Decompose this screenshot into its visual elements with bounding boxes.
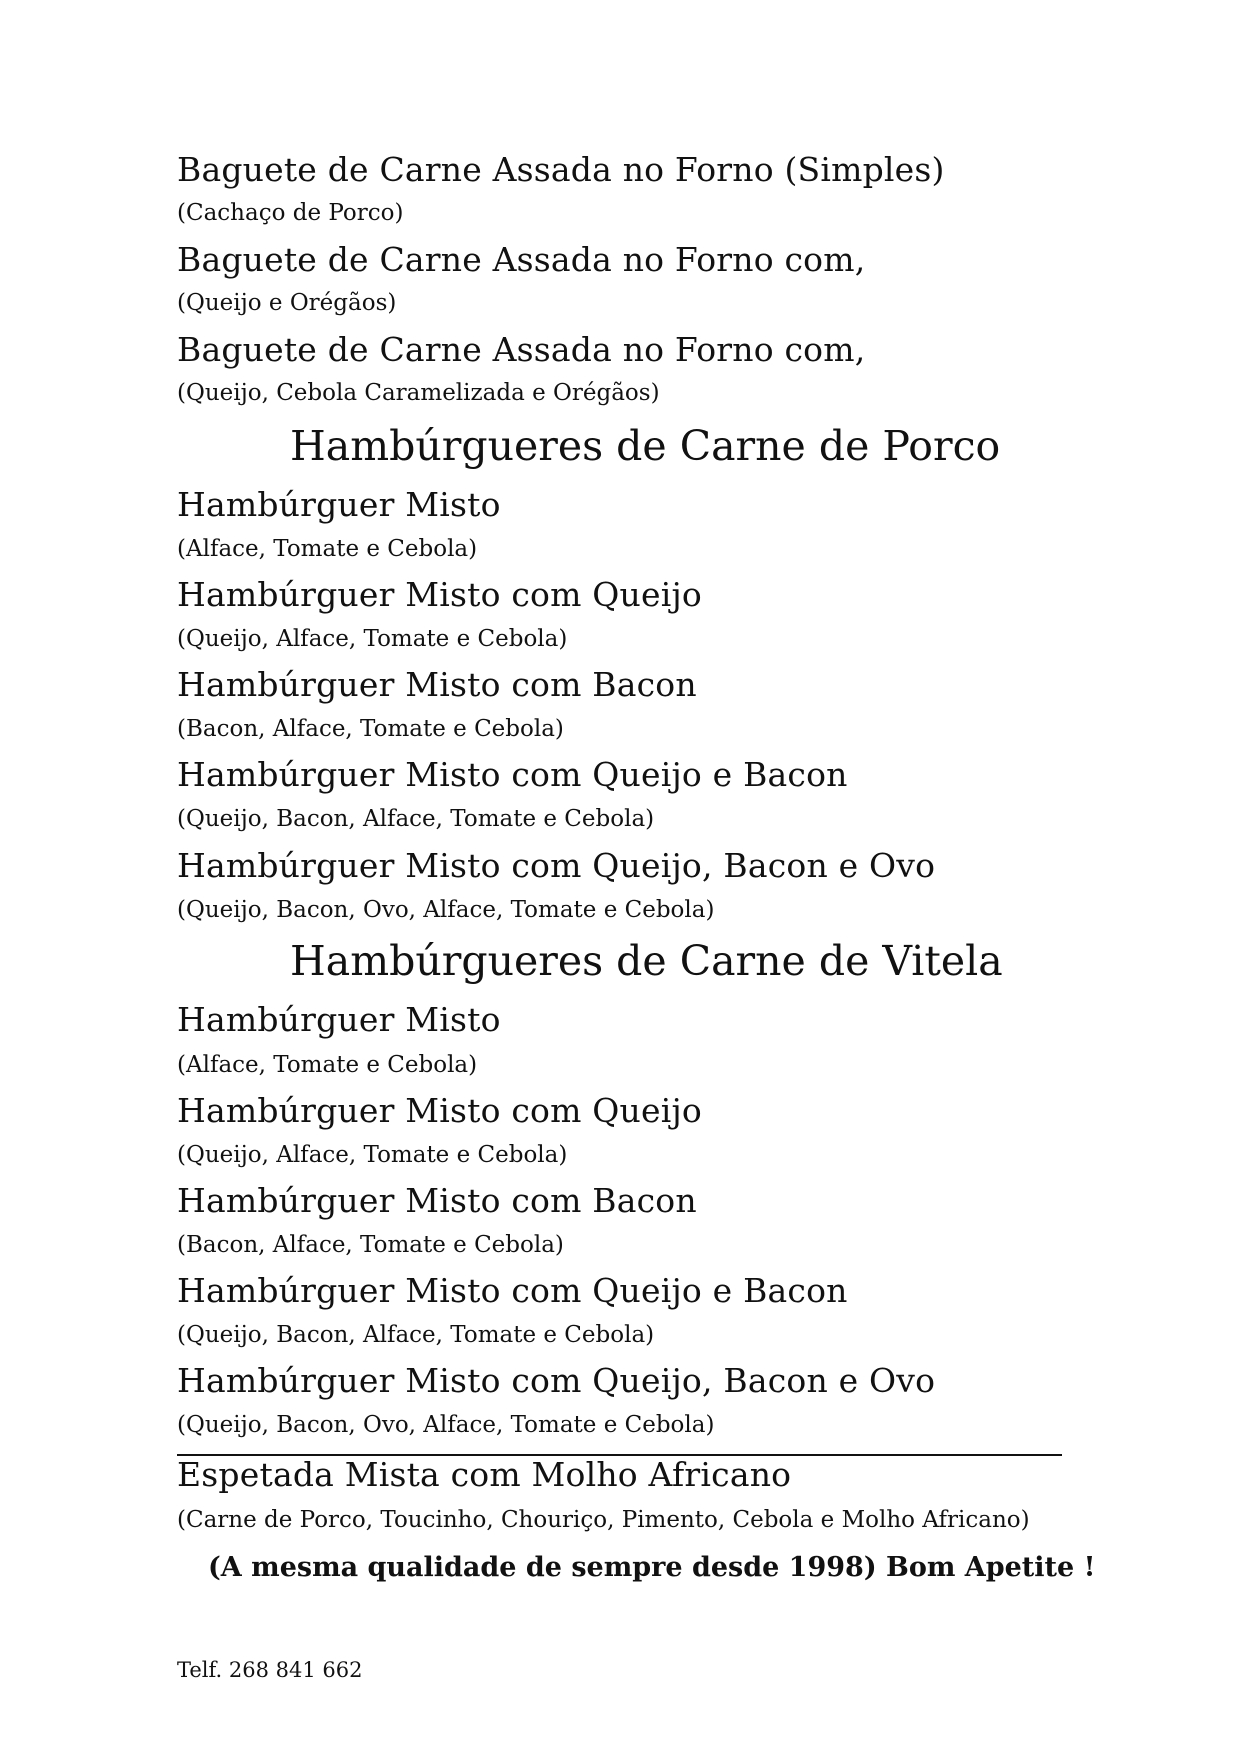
menu-item-description: (Queijo, Bacon, Ovo, Alface, Tomate e Cebola) (177, 1412, 715, 1438)
menu-item-title: Hambúrguer Misto com Queijo e Bacon (177, 755, 848, 794)
menu-item-title: Hambúrguer Misto com Queijo (177, 1091, 702, 1130)
menu-item-title: Hambúrguer Misto com Bacon (177, 665, 697, 704)
slogan: (A mesma qualidade de sempre desde 1998) Bom Apetite ! (208, 1552, 1096, 1583)
menu-item-title: Hambúrguer Misto (177, 485, 501, 524)
menu-item-title: Hambúrguer Misto com Queijo (177, 575, 702, 614)
menu-item-description: (Queijo, Cebola Caramelizada e Orégãos) (177, 380, 660, 406)
menu-item-description: (Bacon, Alface, Tomate e Cebola) (177, 1232, 564, 1258)
section-heading-porco: Hambúrgueres de Carne de Porco (290, 422, 1001, 470)
menu-item-title: Baguete de Carne Assada no Forno com, (177, 240, 866, 279)
menu-item-title: Baguete de Carne Assada no Forno com, (177, 330, 866, 369)
menu-item-title: Hambúrguer Misto com Queijo, Bacon e Ovo (177, 1361, 936, 1400)
menu-item-description: (Queijo, Bacon, Alface, Tomate e Cebola) (177, 806, 655, 832)
menu-item-title: Hambúrguer Misto com Bacon (177, 1181, 697, 1220)
menu-item-description: (Alface, Tomate e Cebola) (177, 1052, 478, 1078)
phone-number: Telf. 268 841 662 (177, 1658, 363, 1682)
menu-item-description: (Bacon, Alface, Tomate e Cebola) (177, 716, 564, 742)
menu-item-description: (Cachaço de Porco) (177, 200, 404, 226)
menu-item-title: Hambúrguer Misto com Queijo e Bacon (177, 1271, 848, 1310)
menu-item-description: (Queijo, Bacon, Alface, Tomate e Cebola) (177, 1322, 655, 1348)
menu-item-title: Baguete de Carne Assada no Forno (Simples) (177, 150, 945, 189)
menu-item-description: (Queijo, Alface, Tomate e Cebola) (177, 1142, 568, 1168)
menu-item-description: (Queijo, Bacon, Ovo, Alface, Tomate e Cebola) (177, 897, 715, 923)
section-heading-vitela: Hambúrgueres de Carne de Vitela (290, 937, 1003, 985)
menu-item-description: (Carne de Porco, Toucinho, Chouriço, Pimento, Cebola e Molho Africano) (177, 1507, 1030, 1533)
menu-item-title: Hambúrguer Misto (177, 1000, 501, 1039)
menu-item-description: (Queijo e Orégãos) (177, 290, 397, 316)
menu-item-title: Hambúrguer Misto com Queijo, Bacon e Ovo (177, 846, 936, 885)
menu-item-title: Espetada Mista com Molho Africano (177, 1455, 792, 1494)
menu-item-description: (Queijo, Alface, Tomate e Cebola) (177, 626, 568, 652)
menu-item-description: (Alface, Tomate e Cebola) (177, 536, 478, 562)
